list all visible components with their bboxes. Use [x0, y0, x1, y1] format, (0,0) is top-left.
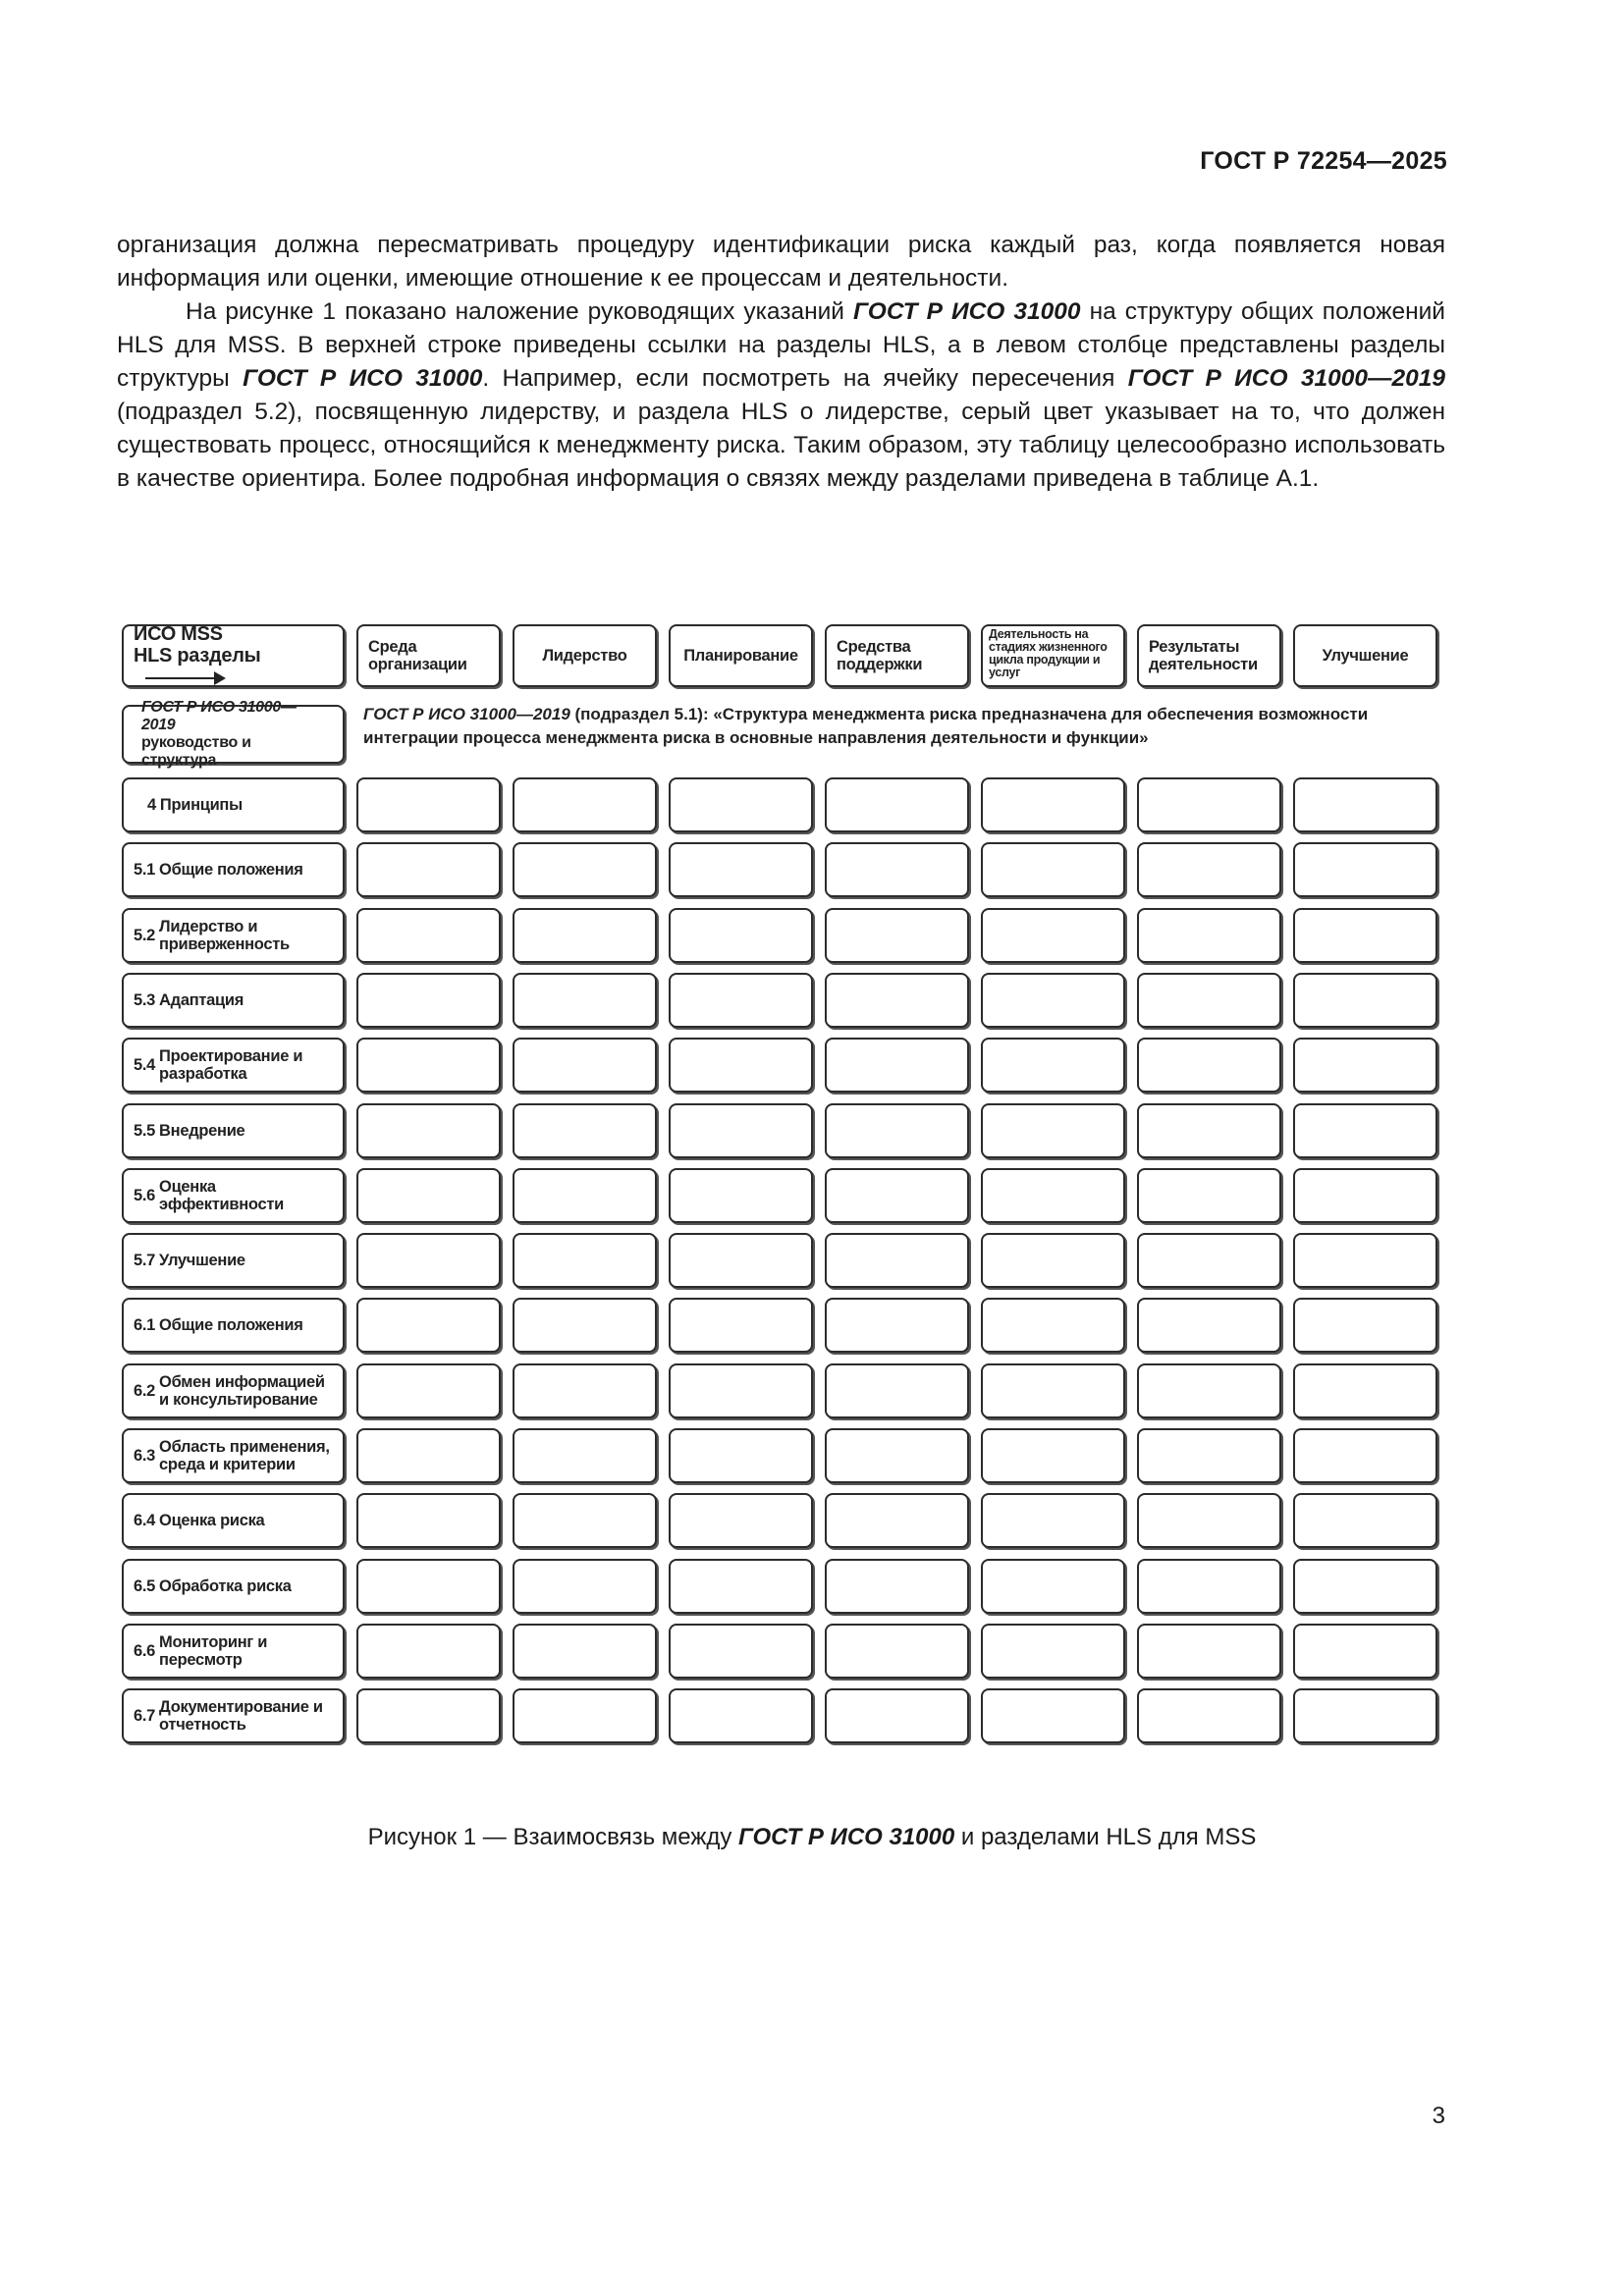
matrix-cell — [825, 1233, 969, 1288]
matrix-cell — [981, 1298, 1125, 1353]
page-number: 3 — [1432, 2103, 1445, 2129]
matrix-cell — [1137, 1168, 1281, 1223]
matrix-cell — [669, 1298, 813, 1353]
matrix-cell — [1293, 1103, 1437, 1158]
row-text: Оценка эффективности — [159, 1178, 284, 1213]
row-number: 5.6 — [134, 1187, 156, 1204]
row-text: Документирование и отчетность — [159, 1698, 323, 1734]
matrix-cell — [356, 1493, 501, 1548]
matrix-cell — [669, 1103, 813, 1158]
row-number: 6.6 — [134, 1642, 156, 1660]
matrix-cell — [669, 1559, 813, 1614]
row-text: Внедрение — [159, 1122, 245, 1140]
matrix-cell — [825, 973, 969, 1028]
matrix-cell — [1137, 1688, 1281, 1743]
matrix-cell — [1137, 1103, 1281, 1158]
matrix-cell — [825, 777, 969, 832]
column-header-1: Среда организации — [356, 624, 501, 687]
matrix-cell — [1137, 1493, 1281, 1548]
paragraph-2: На рисунке 1 показано наложение руководящих указаний ГОСТ Р ИСО 31000 на структуру общих положений HLS для MSS. В верхней строке приведены ссылки на разделы HLS, а в левом столбце представлены разделы структуры ГОСТ Р ИСО 31000. Например, если посмотреть на ячейку пересечения ГОСТ Р ИСО 31000—2019 (подраздел 5.2), посвященную лидерству, и раздела HLS о лидерстве, серый цвет указывает на то, что должен существовать процесс, относящийся к менеджменту риска. Таким образом, эту таблицу целесообразно использовать в качестве ориентира. Более подробная информация о связях между разделами приведена в таблице А.1. — [117, 298, 1445, 492]
row-number: 5.5 — [134, 1122, 156, 1140]
row-label-6-4 — [122, 1493, 345, 1548]
matrix-cell — [513, 1363, 657, 1418]
row-number: 5.4 — [134, 1056, 156, 1074]
row-number: 5.7 — [134, 1252, 156, 1269]
row-number: 6.5 — [134, 1577, 156, 1595]
matrix-cell — [356, 1428, 501, 1483]
matrix-cell — [825, 1038, 969, 1093]
row-text: Принципы — [159, 796, 243, 814]
matrix-cell — [513, 1298, 657, 1353]
figure-1-matrix — [118, 624, 1445, 1753]
row-number: 6.4 — [134, 1512, 156, 1529]
matrix-cell — [981, 1559, 1125, 1614]
matrix-cell — [1293, 777, 1437, 832]
matrix-cell — [825, 1428, 969, 1483]
matrix-cell — [825, 1688, 969, 1743]
matrix-cell — [669, 1168, 813, 1223]
matrix-cell — [981, 777, 1125, 832]
matrix-cell — [669, 1688, 813, 1743]
row-number: 6.1 — [134, 1316, 156, 1334]
row-number: 5.2 — [134, 927, 156, 944]
matrix-cell — [356, 1298, 501, 1353]
matrix-cell — [825, 1103, 969, 1158]
matrix-cell — [981, 973, 1125, 1028]
matrix-cell — [1137, 1428, 1281, 1483]
row-label-4 — [122, 777, 345, 832]
matrix-cell — [825, 1298, 969, 1353]
matrix-cell — [1293, 908, 1437, 963]
row-label-6-1 — [122, 1298, 345, 1353]
row-text: Общие положения — [159, 1316, 303, 1334]
row-label-5-2 — [122, 908, 345, 963]
matrix-cell — [1137, 1363, 1281, 1418]
matrix-cell — [669, 1624, 813, 1679]
matrix-cell — [825, 1624, 969, 1679]
row-text: Общие положения — [159, 861, 303, 879]
matrix-cell — [981, 1688, 1125, 1743]
matrix-cell — [669, 1428, 813, 1483]
matrix-cell — [669, 842, 813, 897]
matrix-cell — [981, 1493, 1125, 1548]
matrix-cell — [513, 842, 657, 897]
column-header-3: Планирование — [669, 624, 813, 687]
row-label-6-2 — [122, 1363, 345, 1418]
matrix-cell — [669, 777, 813, 832]
row-label-5-7 — [122, 1233, 345, 1288]
row-text: Область применения, среда и критерии — [159, 1438, 330, 1473]
matrix-cell — [825, 842, 969, 897]
matrix-cell — [981, 1624, 1125, 1679]
row-text: Обработка риска — [159, 1577, 292, 1595]
matrix-cell — [981, 1103, 1125, 1158]
matrix-cell — [1293, 1363, 1437, 1418]
matrix-cell — [669, 973, 813, 1028]
matrix-cell — [1293, 1428, 1437, 1483]
matrix-cell — [513, 1559, 657, 1614]
matrix-cell — [669, 908, 813, 963]
row-label-5-3 — [122, 973, 345, 1028]
matrix-cell — [513, 1688, 657, 1743]
matrix-cell — [1293, 1038, 1437, 1093]
matrix-cell — [1137, 1624, 1281, 1679]
row-text: Адаптация — [159, 991, 244, 1009]
matrix-cell — [513, 777, 657, 832]
matrix-cell — [1293, 1624, 1437, 1679]
matrix-cell — [1293, 1688, 1437, 1743]
row-label-6-3 — [122, 1428, 345, 1483]
matrix-cell — [356, 777, 501, 832]
row-label-6-7 — [122, 1688, 345, 1743]
matrix-cell — [825, 908, 969, 963]
corner-header: ИСО MSS HLS разделы — [122, 624, 345, 687]
matrix-cell — [513, 1168, 657, 1223]
row-label-5-6 — [122, 1168, 345, 1223]
row-label-5-5 — [122, 1103, 345, 1158]
row-text: Мониторинг и пересмотр — [159, 1633, 268, 1669]
matrix-cell — [356, 1559, 501, 1614]
matrix-cell — [1293, 842, 1437, 897]
matrix-cell — [513, 1428, 657, 1483]
row-number: 6.7 — [134, 1707, 156, 1725]
matrix-cell — [356, 1233, 501, 1288]
matrix-cell — [981, 908, 1125, 963]
row-label-6-5 — [122, 1559, 345, 1614]
row-number: 6.2 — [134, 1382, 156, 1400]
matrix-cell — [981, 1168, 1125, 1223]
matrix-cell — [669, 1038, 813, 1093]
matrix-cell — [1137, 842, 1281, 897]
matrix-cell — [513, 1103, 657, 1158]
matrix-cell — [356, 1624, 501, 1679]
row-text: Обмен информацией и консультирование — [159, 1373, 325, 1409]
matrix-cell — [1137, 908, 1281, 963]
matrix-cell — [981, 842, 1125, 897]
matrix-cell — [1293, 973, 1437, 1028]
matrix-cell — [825, 1493, 969, 1548]
row-text: Улучшение — [159, 1252, 245, 1269]
matrix-cell — [1293, 1493, 1437, 1548]
matrix-cell — [356, 1103, 501, 1158]
matrix-cell — [513, 1624, 657, 1679]
arrow-right-icon — [145, 677, 224, 679]
matrix-cell — [825, 1559, 969, 1614]
matrix-cell — [981, 1233, 1125, 1288]
guide-label: ГОСТ Р ИСО 31000—2019 руководство и структура — [122, 705, 345, 764]
matrix-cell — [1137, 973, 1281, 1028]
paragraph-1: организация должна пересматривать процедуру идентификации риска каждый раз, когда появляется новая информация или оценки, имеющие отношение к ее процессам и деятельности. — [117, 232, 1445, 292]
matrix-cell — [1137, 1298, 1281, 1353]
column-header-4: Средства поддержки — [825, 624, 969, 687]
matrix-cell — [825, 1168, 969, 1223]
matrix-cell — [981, 1363, 1125, 1418]
row-number: 6.3 — [134, 1447, 156, 1465]
row-text: Оценка риска — [159, 1512, 265, 1529]
matrix-cell — [356, 908, 501, 963]
matrix-cell — [1137, 1233, 1281, 1288]
matrix-cell — [356, 842, 501, 897]
row-label-5-1 — [122, 842, 345, 897]
matrix-cell — [1137, 1559, 1281, 1614]
matrix-cell — [356, 973, 501, 1028]
matrix-cell — [669, 1363, 813, 1418]
matrix-cell — [356, 1168, 501, 1223]
standard-code: ГОСТ Р 72254—2025 — [1200, 147, 1447, 175]
matrix-cell — [513, 908, 657, 963]
column-header-6: Результаты деятельности — [1137, 624, 1281, 687]
matrix-cell — [981, 1038, 1125, 1093]
matrix-cell — [981, 1428, 1125, 1483]
matrix-cell — [513, 973, 657, 1028]
matrix-cell — [825, 1363, 969, 1418]
matrix-cell — [356, 1363, 501, 1418]
row-number: 5.3 — [134, 991, 156, 1009]
matrix-cell — [669, 1493, 813, 1548]
matrix-cell — [1293, 1233, 1437, 1288]
column-header-7: Улучшение — [1293, 624, 1437, 687]
matrix-cell — [513, 1493, 657, 1548]
matrix-cell — [669, 1233, 813, 1288]
matrix-cell — [1293, 1559, 1437, 1614]
figure-caption: Рисунок 1 — Взаимосвязь между ГОСТ Р ИСО 31000 и разделами HLS для MSS — [367, 1824, 1257, 1850]
matrix-cell — [513, 1038, 657, 1093]
row-number: 4 — [147, 796, 156, 814]
matrix-cell — [356, 1688, 501, 1743]
matrix-cell — [1137, 777, 1281, 832]
matrix-cell — [1293, 1168, 1437, 1223]
row-label-6-6 — [122, 1624, 345, 1679]
column-header-2: Лидерство — [513, 624, 657, 687]
guide-note: ГОСТ Р ИСО 31000—2019 (подраздел 5.1): «Структура менеджмента риска предназначена для обеспечения возможности интеграции процесса менеджмента риска в основные направления деятельности и функции» — [363, 705, 1369, 747]
row-number: 5.1 — [134, 861, 156, 879]
row-text: Проектирование и разработка — [159, 1047, 303, 1083]
matrix-cell — [356, 1038, 501, 1093]
body-text — [117, 229, 1445, 496]
row-text: Лидерство и приверженность — [159, 918, 290, 953]
column-header-5: Деятельность на стадиях жизненного цикла продукции и услуг — [981, 624, 1125, 687]
matrix-cell — [513, 1233, 657, 1288]
matrix-cell — [1293, 1298, 1437, 1353]
matrix-cell — [1137, 1038, 1281, 1093]
row-label-5-4 — [122, 1038, 345, 1093]
